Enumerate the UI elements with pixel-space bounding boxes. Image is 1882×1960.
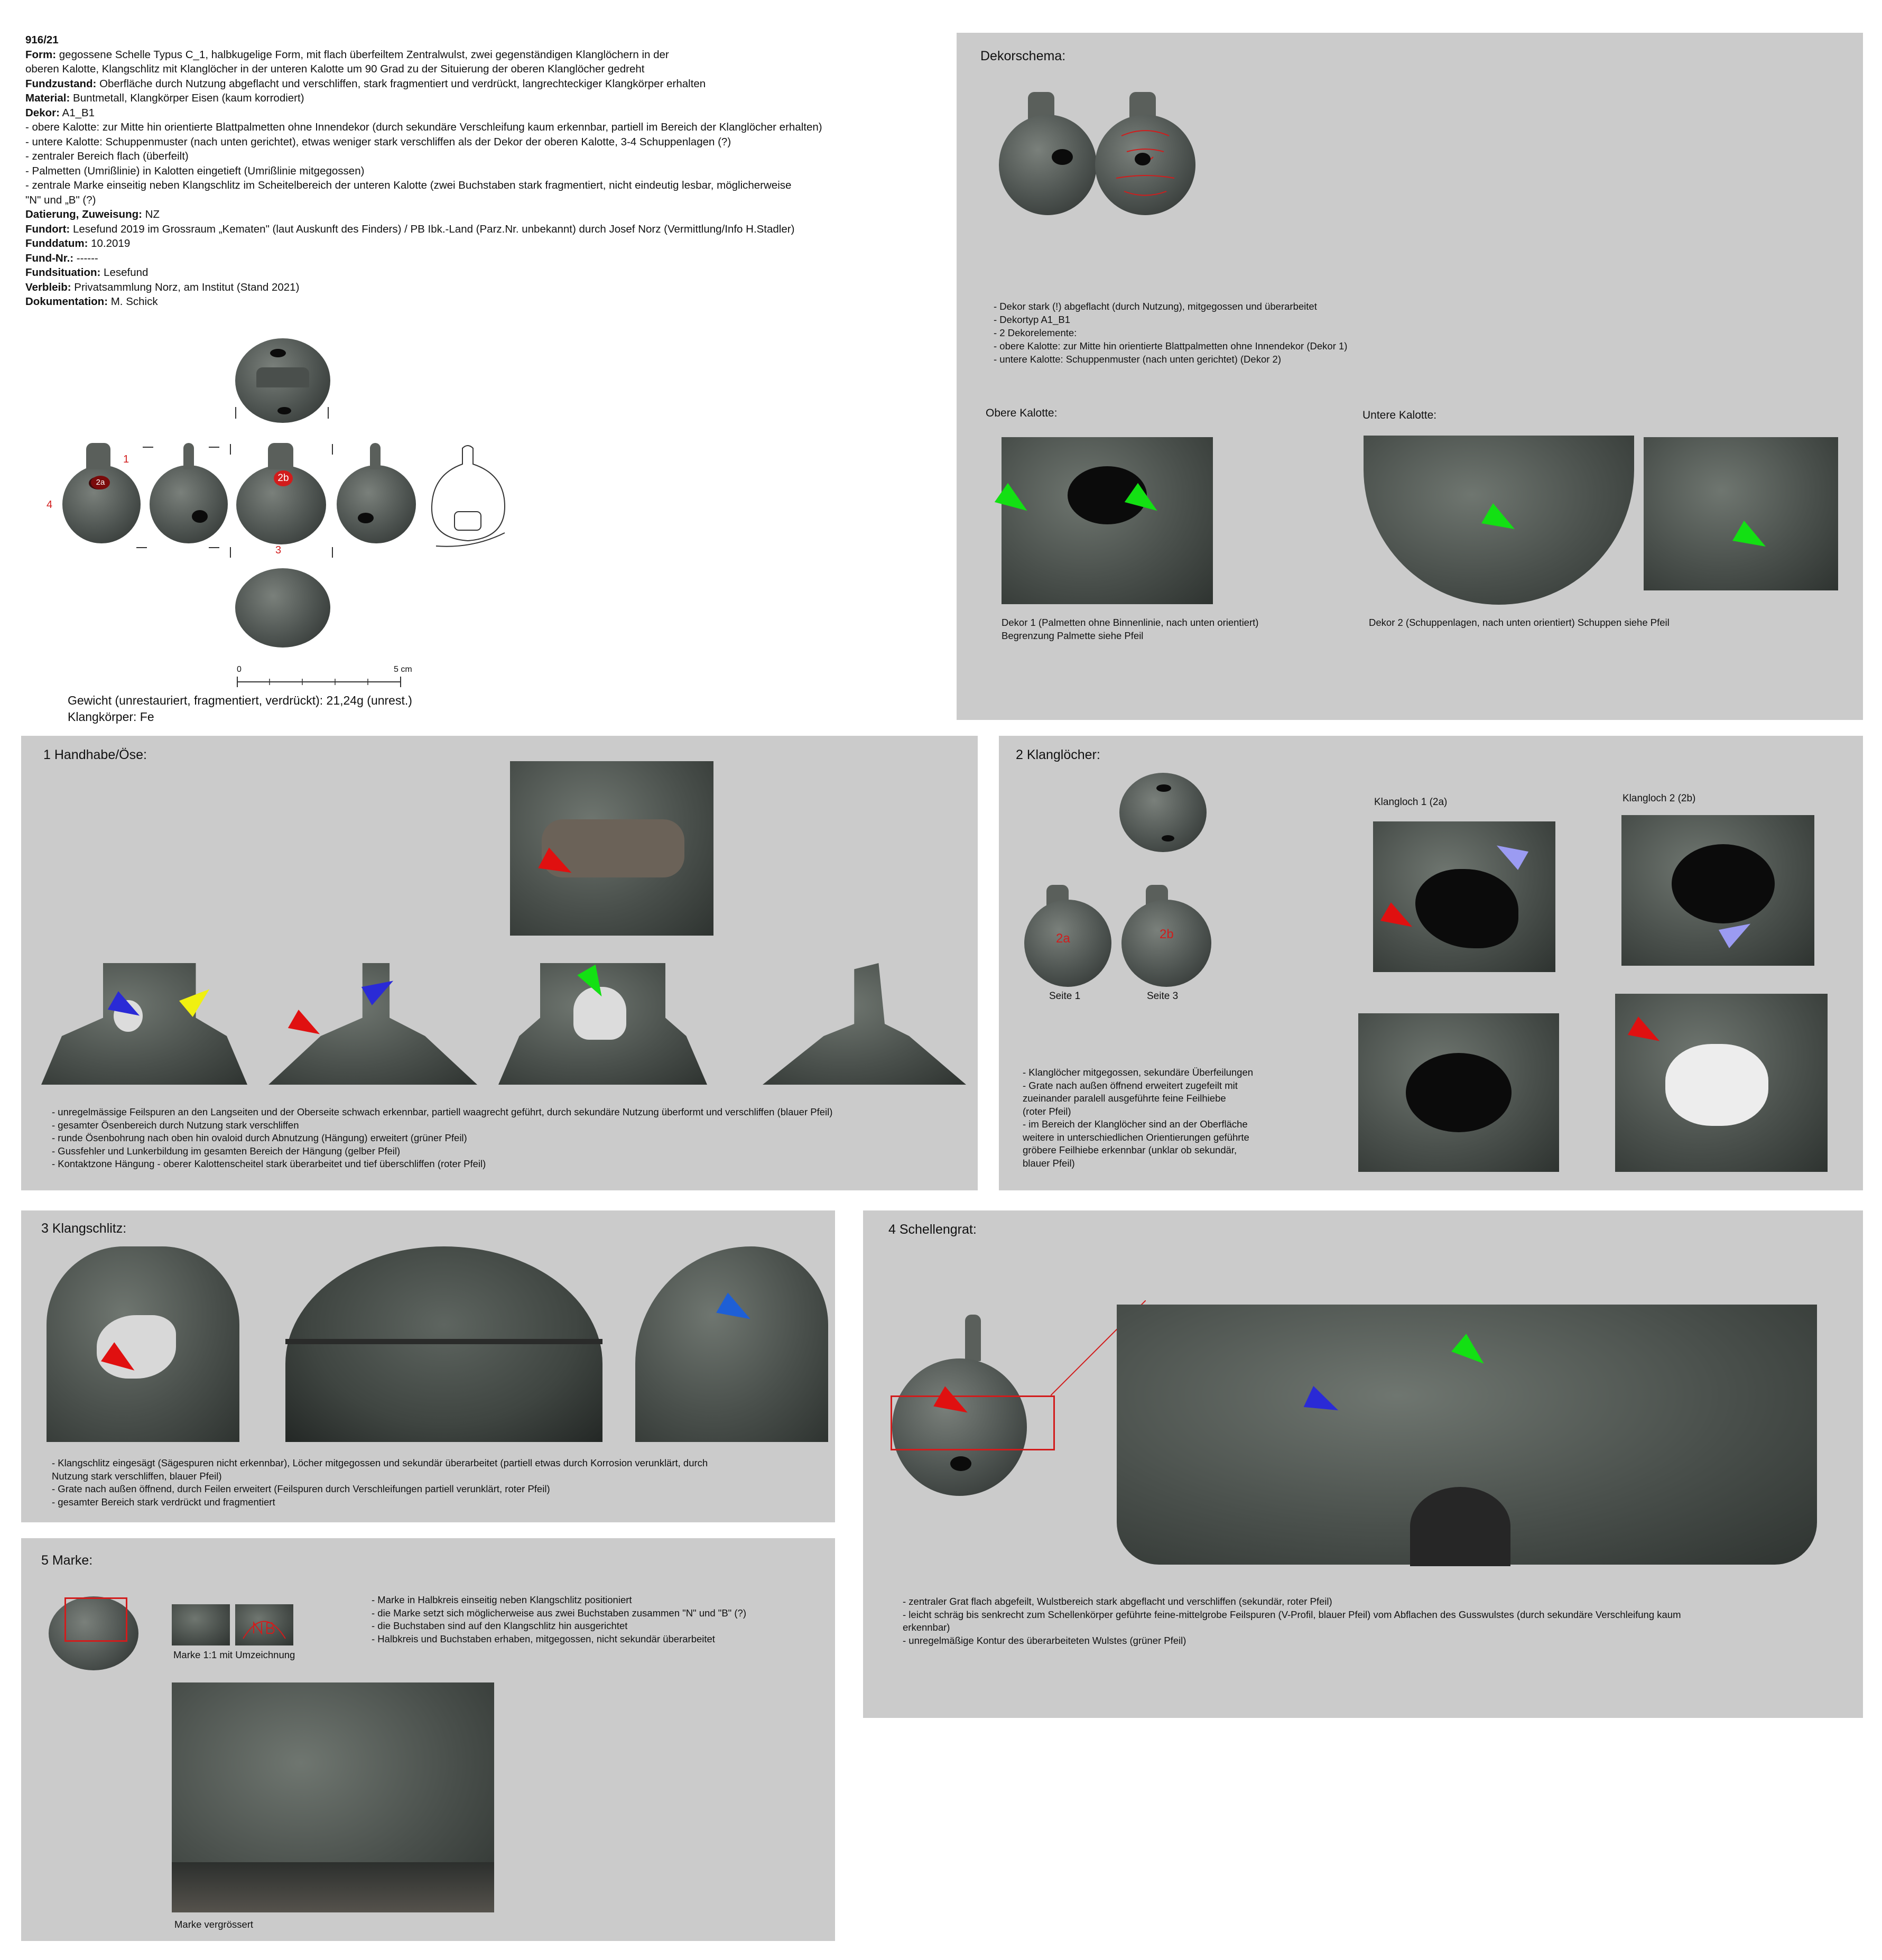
blue-arrow — [716, 1292, 756, 1329]
photo-marke-drawing — [235, 1604, 293, 1645]
hole-2-title: Klangloch 2 (2b) — [1623, 793, 1696, 804]
meta-row-datierung: Datierung, Zuweisung: NZ — [25, 208, 160, 220]
view-label-4: 4 — [47, 499, 53, 511]
photo-klangloch-2 — [1621, 815, 1814, 966]
loop — [965, 1315, 981, 1361]
red-arrow — [1628, 1016, 1665, 1050]
sound-hole — [950, 1456, 971, 1471]
meta-row-form-cont: oberen Kalotte, Klangschlitz mit Klanglöcher in der unteren Kalotte um 90 Grad zu der Situierung der oberen Klanglöcher gedreht — [25, 63, 645, 75]
guide-dash — [143, 447, 153, 448]
meta-row-fundort: Fundort: Lesefund 2019 im Grossraum „Kematen" (laut Auskunft des Finders) / PB Ibk.-Land (Parz.Nr. unbekannt) durch Josef Norz (Vermittlung/Info H.Stadler) — [25, 223, 795, 235]
guide-dash — [209, 547, 219, 548]
bell-view-2 — [150, 465, 228, 543]
panel-klangschlitz — [21, 1210, 835, 1522]
photo-marke-small — [172, 1604, 230, 1645]
photo-obere-kalotte — [1002, 437, 1213, 604]
view-label-2b: 2b — [274, 470, 293, 486]
panel-klangloecher — [999, 736, 1863, 1190]
meta-row-dekor-5: - zentrale Marke einseitig neben Klangschlitz im Scheitelbereich der unteren Kalotte (zwei Buchstaben stark fragmentiert, nicht eindeutig lesbar, möglicherweise — [25, 179, 792, 191]
bell-top-view — [235, 338, 330, 423]
sound-hole — [1156, 784, 1171, 792]
bell-seite-1 — [1024, 900, 1111, 987]
meta-row-fundzustand: Fundzustand: Oberfläche durch Nutzung abgeflacht und verschliffen, stark fragmentiert und verdrückt, langrechteckiger Klangkörper erhalten — [25, 77, 706, 90]
loop-view-2 — [183, 443, 194, 469]
guide-dash — [136, 547, 147, 548]
sound-hole — [1415, 869, 1518, 948]
marke-small-caption: Marke 1:1 mit Umzeichnung — [173, 1649, 295, 1660]
green-arrow — [1451, 1334, 1491, 1373]
guide-dash — [332, 444, 333, 455]
scale-bar — [237, 676, 406, 688]
mark-region-marker — [64, 1597, 127, 1642]
meta-row-dekor-1: - obere Kalotte: zur Mitte hin orientierte Blattpalmetten ohne Innendekor (durch sekundäre Verschleifung kaum erkennbar, partiell im Bereich der Klanglöcher erhalten) — [25, 121, 822, 133]
photo-untere-kalotte-1 — [1364, 436, 1634, 605]
scale-start-label: 0 — [237, 665, 242, 674]
weight-text: Gewicht (unrestauriert, fragmentiert, verdrückt): 21,24g (unrest.) — [68, 694, 412, 707]
photo-klangloch-1 — [1373, 821, 1555, 972]
guide-dash — [328, 407, 329, 419]
hole-1-title: Klangloch 1 (2a) — [1374, 797, 1448, 808]
red-arrow — [1380, 902, 1417, 936]
hole-mark-2b: 2b — [1160, 927, 1174, 941]
view-label-2a: 2a — [91, 476, 110, 489]
dekor2-caption: Dekor 2 (Schuppenlagen, nach unten orientiert) Schuppen siehe Pfeil — [1369, 617, 1670, 628]
slit-opening — [1410, 1487, 1510, 1566]
panel-title: 3 Klangschlitz: — [41, 1221, 127, 1236]
panel-title: 4 Schellengrat: — [888, 1222, 977, 1237]
lightblue-arrow — [1491, 836, 1528, 870]
klangkoerper-text: Klangkörper: Fe — [68, 710, 154, 724]
meta-row-funddatum: Funddatum: 10.2019 — [25, 237, 131, 249]
meta-row-material: Material: Buntmetall, Klangkörper Eisen (kaum korrodiert) — [25, 92, 304, 104]
guide-dash — [235, 407, 236, 419]
view-label-3: 3 — [275, 544, 282, 556]
bell-seite-3 — [1121, 900, 1211, 987]
panel-marke — [21, 1538, 835, 1941]
guide-dash — [230, 547, 231, 558]
profile-drawing — [425, 443, 515, 549]
marke-large-caption: Marke vergrössert — [174, 1919, 254, 1930]
sound-hole — [1162, 835, 1174, 842]
schellengrat-notes: - zentraler Grat flach abgefeilt, Wulstbereich stark abgeflacht und verschliffen (sekundär, roter Pfeil) - leicht schräg bis senkrecht zum Schellenkörper geführte feine-mittelgrobe Feilspuren (V-Profil, blauer Pfeil) vom Abflachen des Gusswulstes (durch sekundäre Verschleifung kaum erkennbar) - unregelmäßige Kontur des überarbeiteten Wulstes (grüner Pfeil) — [903, 1596, 1681, 1646]
dekor1-caption: Dekor 1 (Palmetten ohne Binnenlinie, nach unten orientiert) Begrenzung Palmette siehe Pfeil — [1002, 617, 1259, 641]
photo-klangloch-1-detail — [1358, 1013, 1559, 1172]
panel-schellengrat — [863, 1210, 1863, 1718]
bell-photo — [999, 115, 1097, 215]
seite-1-label: Seite 1 — [1049, 991, 1081, 1002]
blue-arrow — [1304, 1386, 1343, 1421]
sound-hole — [192, 510, 208, 523]
sound-hole — [1665, 1044, 1768, 1126]
guide-dash — [230, 444, 231, 455]
sound-hole — [1672, 844, 1775, 923]
seite-3-label: Seite 3 — [1147, 991, 1179, 1002]
photo-oese-1 — [41, 963, 247, 1085]
guide-dash — [332, 547, 333, 558]
meta-row-fundsituation: Fundsituation: Lesefund — [25, 266, 149, 279]
meta-row-dekor-4: - Palmetten (Umrißlinie) in Kalotten eingetieft (Umrißlinie mitgegossen) — [25, 164, 365, 177]
dekor-notes: - Dekor stark (!) abgeflacht (durch Nutzung), mitgegossen und überarbeitet - Dekortyp A1_B1 - 2 Dekorelemente: - obere Kalotte: zur Mitte hin orientierte Blattpalmetten ohne Innendekor (Dekor 1) - untere Kalotte: Schuppenmuster (nach unten gerichtet) (Dekor 2) — [994, 301, 1348, 365]
meta-row-dokumentation: Dokumentation: M. Schick — [25, 295, 158, 308]
meta-row-dekor-2: - untere Kalotte: Schuppenmuster (nach unten gerichtet), etwas weniger stark verschliffen als der Dekor der oberen Kalotte, 3-4 Schuppenlagen (?) — [25, 135, 731, 148]
klangschlitz-notes: - Klangschlitz eingesägt (Sägespuren nicht erkennbar), Löcher mitgegossen und sekundär überarbeitet (partiell etwas durch Korrosion verunklärt, durch Nutzung stark verschliffen, blauer Pfeil) - Grate nach außen öffnend, durch Feilen erweitert (Feilspuren durch Verschleifungen partiell verunklärt, roter Pfeil) - gesamter Bereich stark verdrückt und fragmentiert — [52, 1457, 708, 1508]
panel-handhabe — [21, 736, 978, 1190]
photo-klangschlitz-3 — [635, 1246, 828, 1442]
bell-view-4 — [337, 465, 416, 543]
photo-klangloch-2-detail — [1615, 994, 1828, 1172]
hole-mark-2a: 2a — [1056, 931, 1070, 946]
photo-klangschlitz-2 — [285, 1246, 602, 1442]
loop-view-3 — [268, 443, 293, 469]
photo-oese-4 — [763, 963, 966, 1085]
slit-line — [285, 1339, 602, 1344]
sound-hole — [1406, 1053, 1512, 1132]
loop-view-1 — [86, 443, 110, 469]
meta-row-verbleib: Verbleib: Privatsammlung Norz, am Institut (Stand 2021) — [25, 281, 300, 293]
slit-hole — [97, 1315, 176, 1379]
meta-row-dekor: Dekor: A1_B1 — [25, 106, 95, 119]
green-arrow — [1732, 521, 1772, 557]
meta-row-dekor-6: "N" und „B" (?) — [25, 193, 96, 206]
photo-marke-large — [172, 1682, 494, 1912]
marke-large-lower — [172, 1862, 494, 1912]
meta-row-fundnr: Fund-Nr.: ------ — [25, 252, 98, 264]
photo-oese-top — [510, 761, 713, 936]
handhabe-notes: - unregelmässige Feilspuren an den Langseiten und der Oberseite schwach erkennbar, partiell waagrecht geführt, durch sekundäre Nutzung überformt und verschliffen (blauer Pfeil) - gesamter Ösenbereich durch Nutzung stark verschliffen - runde Ösenbohrung nach oben hin ovaloid durch Abnutzung (Hängung) erweitert (grüner Pfeil) - Gussfehler und Lunkerbildung im gesamten Bereich der Hängung (gelber Pfeil) - Kontaktzone Hängung - oberer Kalottenscheitel stark überarbeitet und tief überschliffen (roter Pfeil) — [52, 1106, 833, 1169]
guide-dash — [209, 447, 219, 448]
object-id: 916/21 — [25, 34, 59, 46]
photo-untere-kalotte-2 — [1644, 437, 1838, 590]
object-metadata — [25, 33, 945, 309]
bell-bottom-view — [235, 568, 330, 648]
green-arrow — [1481, 503, 1521, 539]
sound-hole — [277, 407, 291, 414]
loop-top — [256, 367, 309, 387]
obere-kalotte-title: Obere Kalotte: — [986, 407, 1058, 419]
sound-hole — [270, 349, 286, 357]
untere-kalotte-title: Untere Kalotte: — [1362, 409, 1437, 421]
scale-end-label: 5 cm — [394, 665, 412, 674]
sound-hole — [358, 513, 374, 523]
bell-top-small — [1119, 773, 1207, 852]
panel-title: 1 Handhabe/Öse: — [43, 747, 147, 762]
panel-title: 5 Marke: — [41, 1553, 93, 1568]
loop-view-4 — [370, 443, 381, 469]
marke-umzeichnung — [238, 1607, 291, 1643]
panel-dekorschema — [957, 33, 1863, 720]
panel-title: 2 Klanglöcher: — [1016, 747, 1100, 762]
panel-title: Dekorschema: — [980, 49, 1066, 63]
photo-schellengrat-detail — [1117, 1305, 1817, 1565]
klangloecher-notes: - Klanglöcher mitgegossen, sekundäre Überfeilungen - Grate nach außen öffnend erweitert zugefeilt mit zueinander paralell ausgeführte feine Feilhiebe (roter Pfeil) - im Bereich der Klanglöcher sind an der Oberfläche weitere in unterschiedlichen Orientierungen geführte gröbere Feilhiebe erkennbar (unklar ob sekundär, blauer Pfeil) — [1023, 1067, 1254, 1169]
green-arrow — [995, 483, 1034, 520]
bell-photo-annotated — [1095, 115, 1195, 215]
sound-hole — [1052, 149, 1073, 165]
photo-klangschlitz-1 — [47, 1246, 239, 1442]
sound-hole — [1135, 153, 1151, 165]
marke-notes: - Marke in Halbkreis einseitig neben Klangschlitz positioniert - die Marke setzt sich möglicherweise aus zwei Buchstaben zusammen "N" und "B" (?) - die Buchstaben sind auf den Klangschlitz hin ausgerichtet - Halbkreis und Buchstaben erhaben, mitgegossen, nicht sekundär überarbeitet — [372, 1594, 746, 1644]
view-label-1: 1 — [123, 454, 129, 465]
meta-row-form: Form: gegossene Schelle Typus C_1, halbkugelige Form, mit flach überfeiltem Zentralwulst, zwei gegenständigen Klanglöchern in der — [25, 48, 669, 61]
meta-row-dekor-3: - zentraler Bereich flach (überfeilt) — [25, 150, 189, 162]
